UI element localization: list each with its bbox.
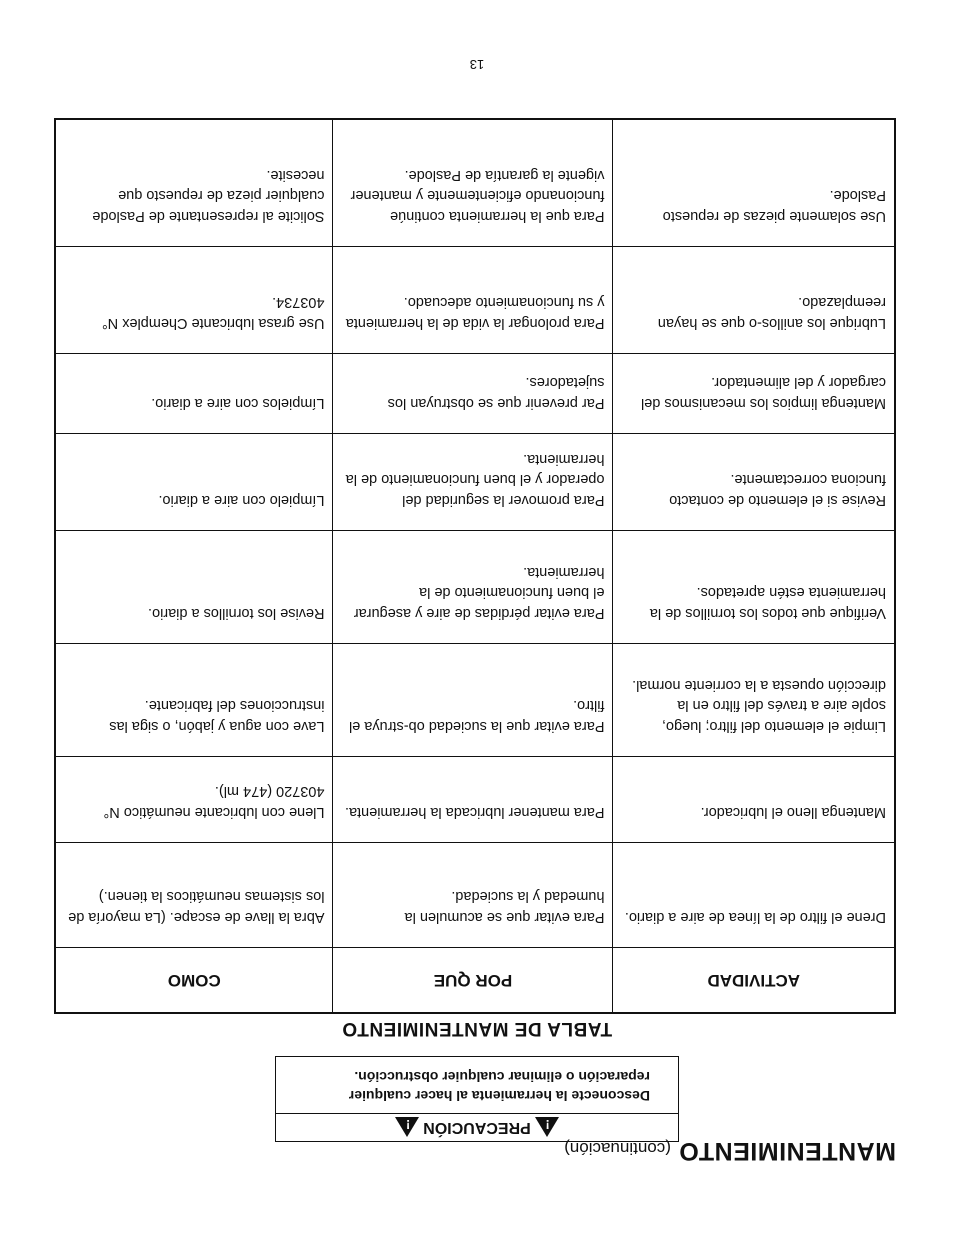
cell-actividad: Revise si el elemento de contacto funciona correctamente. — [613, 434, 895, 531]
cell-actividad: Limpie el elemento del filtro; luego, sople aire a través del filtro en la dirección opuesta a la corriente normal. — [613, 644, 895, 757]
cell-por-que: Para evitar que la suciedad ob-struya el filtro. — [333, 644, 613, 757]
caution-line-1: Desconecte la herramienta al hacer cualquier — [348, 1088, 650, 1104]
column-header-actividad: ACTIVIDAD — [613, 948, 895, 1014]
cell-actividad: Verifique que todos los tornillos de la herramienta estén apretados. — [613, 531, 895, 644]
table-row — [55, 644, 895, 757]
cell-por-que: Para evitar que se acumulen la humedad y la suciedad. — [333, 843, 613, 948]
cell-por-que: Para que la herramienta continúe funcionando eficientemente y mantener vigente la garantía de Paslode. — [333, 120, 613, 247]
cell-como: Llene con lubricante neumático N° 403720 (474 ml). — [55, 757, 333, 843]
caution-text — [276, 1067, 678, 1113]
table-row — [55, 531, 895, 644]
cell-como: Lave con agua y jabón, o siga las instrucciones del fabricante. — [55, 644, 333, 757]
cell-actividad: Lubrique los anillos-o que se hayan reemplazado. — [613, 247, 895, 354]
cell-como: Límpielo con aire a diario. — [55, 434, 333, 531]
caution-box — [275, 1056, 679, 1142]
page-number: 13 — [469, 57, 485, 72]
cell-como: Use grasa lubricante Chemplex N° 403734. — [55, 247, 333, 354]
cell-como: Revise los tornillos a diario. — [55, 531, 333, 644]
cell-actividad: Mantenga lleno el lubricador. — [613, 757, 895, 843]
cell-como: Límpielos con aire a diario. — [55, 354, 333, 434]
table-row — [55, 757, 895, 843]
cell-como: Solicite al representante de Paslode cualquier pieza de repuesto que necesite. — [55, 120, 333, 247]
table-row — [55, 843, 895, 948]
cell-actividad: Mantenga limpios los mecanismos del cargador y del alimentador. — [613, 354, 895, 434]
table-row — [55, 120, 895, 247]
warning-triangle-icon — [535, 1118, 559, 1138]
maintenance-table — [54, 119, 896, 1015]
warning-triangle-icon — [395, 1118, 419, 1138]
cell-por-que: Para evitar pérdidas de aire y asegurar el buen funcionamiento de la herramienta. — [333, 531, 613, 644]
table-header-row — [55, 948, 895, 1014]
page-subtitle: (continuación) — [564, 1139, 671, 1158]
cell-por-que: Para prolongar la vida de la herramienta y su funcionamiento adecuado. — [333, 247, 613, 354]
table-row — [55, 434, 895, 531]
cell-por-que: Par prevenir que se obstruyan los sujetadores. — [333, 354, 613, 434]
cell-como: Abra la llave de escape. (La mayoría de los sistemas neumáticos la tienen.) — [55, 843, 333, 948]
column-header-por-que: POR QUE — [333, 948, 613, 1014]
caution-line-2: reparación o eliminar cualquier obstrucción. — [354, 1069, 650, 1085]
table-title: TABLA DE MANTENIMIENTO — [341, 1018, 613, 1039]
cell-por-que: Para promover la seguridad del operador y el buen funcionamiento de la herramienta. — [333, 434, 613, 531]
cell-actividad: Drene el filtro de la línea de aire a diario. — [613, 843, 895, 948]
column-header-como: COMO — [55, 948, 333, 1014]
table-row — [55, 354, 895, 434]
table-row — [55, 247, 895, 354]
caution-label: PRECAUCIÓN — [423, 1119, 531, 1137]
page-title: MANTENIMIENTO — [678, 1137, 896, 1165]
caution-header — [276, 1113, 678, 1141]
cell-por-que: Para mantener lubricada la herramienta. — [333, 757, 613, 843]
cell-actividad: Use solamente piezas de repuesto Paslode. — [613, 120, 895, 247]
